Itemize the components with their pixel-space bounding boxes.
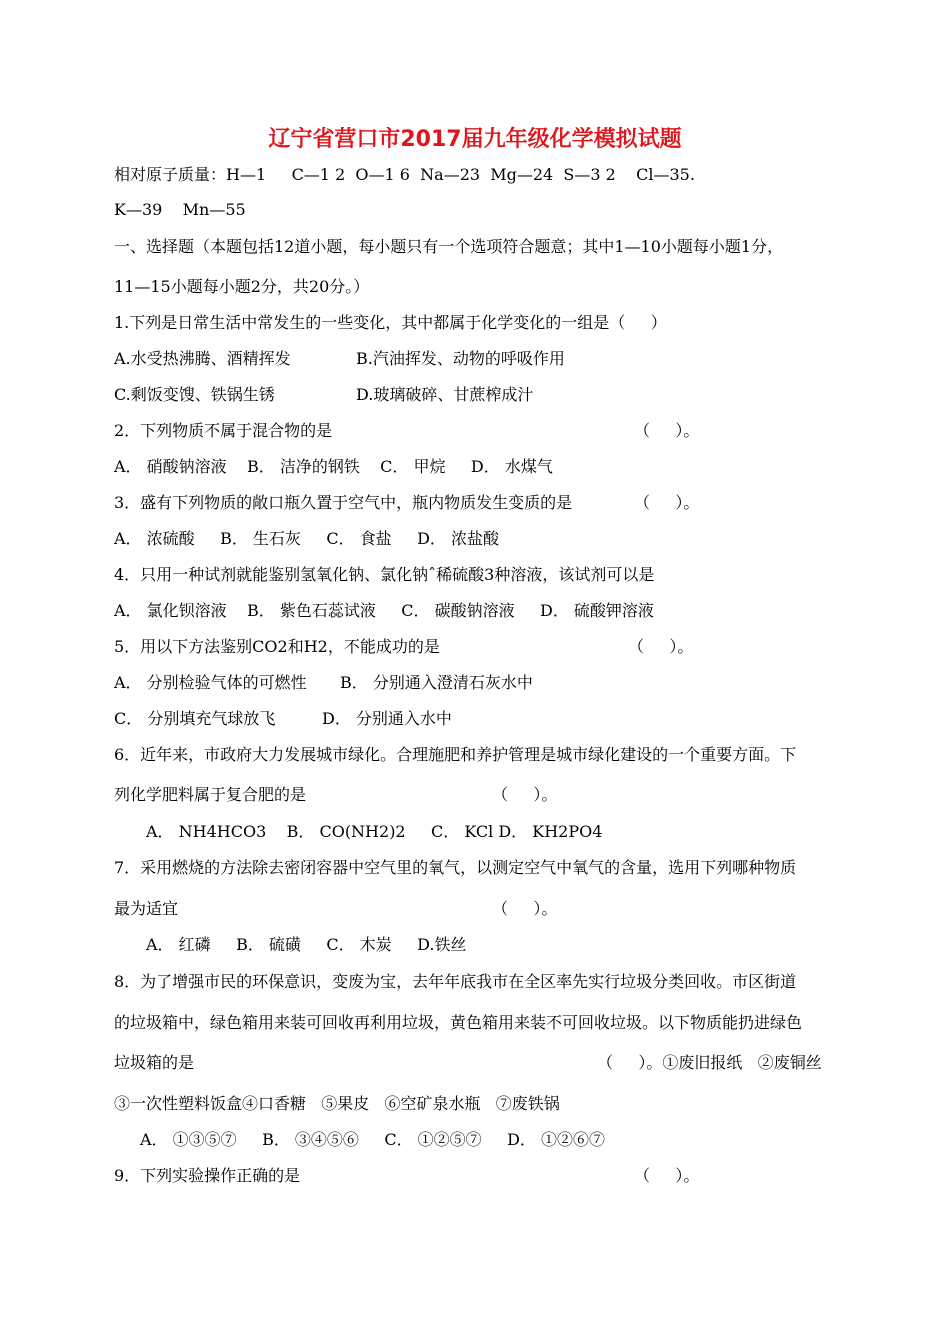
question-6-stem-2: 列化学肥料属于复合肥的是 <box>114 785 307 804</box>
question-2-answer-paren: （ ）。 <box>634 421 700 440</box>
atomic-mass-line-2: K—39 Mn—55 <box>114 200 246 219</box>
question-7-stem-1: 7．采用燃烧的方法除去密闭容器中空气里的氧气，以测定空气中氧气的含量，选用下列哪种物质 <box>114 858 797 877</box>
atomic-mass-line-1: 相对原子质量：H—1 C—1 2 O—1 6 Na—23 Mg—24 S—3 2 Cl—35. <box>114 165 695 184</box>
section-heading-line-2: 11—15小题每小题2分，共20分。） <box>114 277 370 296</box>
question-5-option-a: A． 分别检验气体的可燃性 <box>114 673 307 692</box>
question-3-stem: 3．盛有下列物质的敞口瓶久置于空气中，瓶内物质发生变质的是 <box>114 493 573 512</box>
question-9-stem: 9．下列实验操作正确的是 <box>114 1166 301 1185</box>
question-5-option-d: D． 分别通入水中 <box>322 709 452 728</box>
question-9-answer-paren: （ ）。 <box>634 1166 700 1185</box>
question-5-option-c: C． 分别填充气球放飞 <box>114 709 276 728</box>
question-4-stem: 4．只用一种试剂就能鉴别氢氧化钠、氯化钠ˆ稀硫酸3种溶液，该试剂可以是 <box>114 565 655 584</box>
question-6-options: A． NH4HCO3 B． CO(NH2)2 C． KCl D． KH2PO4 <box>146 822 603 841</box>
question-1-option-c: C.剩饭变馊、铁锅生锈 <box>114 385 275 404</box>
question-1-option-b: B.汽油挥发、动物的呼吸作用 <box>356 349 565 368</box>
question-5-answer-paren: （ ）。 <box>628 637 694 656</box>
question-8-stem-1: 8．为了增强市民的环保意识，变废为宝，去年年底我市在全区率先实行垃圾分类回收。市区街道 <box>114 972 797 991</box>
question-6-stem-1: 6．近年来，市政府大力发展城市绿化。合理施肥和养护管理是城市绿化建设的一个重要方面。下 <box>114 745 797 764</box>
question-2-options: A． 硝酸钠溶液 B． 洁净的钢铁 C． 甲烷 D． 水煤气 <box>114 457 553 476</box>
page-title: 辽宁省营口市2017届九年级化学模拟试题 <box>268 127 682 152</box>
question-5-stem: 5．用以下方法鉴别CO2和H2，不能成功的是 <box>114 637 440 656</box>
question-1-stem: 1.下列是日常生活中常发生的一些变化，其中都属于化学变化的一组是（ ） <box>114 313 667 332</box>
question-1-option-d: D.玻璃破碎、甘蔗榨成汁 <box>356 385 534 404</box>
question-7-answer-paren: （ ）。 <box>492 899 558 918</box>
question-7-options: A． 红磷 B． 硫磺 C． 木炭 D.铁丝 <box>146 935 467 954</box>
question-5-option-b: B． 分别通入澄清石灰水中 <box>340 673 533 692</box>
question-8-stem-4: ③一次性塑料饭盒④口香糖 ⑤果皮 ⑥空矿泉水瓶 ⑦废铁锅 <box>114 1094 560 1113</box>
question-1-option-a: A.水受热沸腾、酒精挥发 <box>114 349 291 368</box>
section-heading-line-1: 一、选择题（本题包括12道小题，每小题只有一个选项符合题意；其中1—10小题每小题1分， <box>114 237 784 256</box>
question-7-stem-2: 最为适宜 <box>114 899 179 918</box>
question-6-answer-paren: （ ）。 <box>492 785 558 804</box>
question-2-stem: 2．下列物质不属于混合物的是 <box>114 421 333 440</box>
question-8-answer-paren: （ ）。①废旧报纸 ②废铜丝 <box>597 1053 822 1072</box>
question-8-stem-2: 的垃圾箱中，绿色箱用来装可回收再利用垃圾，黄色箱用来装不可回收垃圾。以下物质能扔进绿色 <box>114 1013 803 1032</box>
question-8-stem-3: 垃圾箱的是 <box>114 1053 195 1072</box>
question-3-answer-paren: （ ）。 <box>634 493 700 512</box>
question-4-options: A． 氯化钡溶液 B． 紫色石蕊试液 C． 碳酸钠溶液 D． 硫酸钾溶液 <box>114 601 654 620</box>
question-8-options: A． ①③⑤⑦ B． ③④⑤⑥ C． ①②⑤⑦ D． ①②⑥⑦ <box>140 1130 606 1149</box>
question-3-options: A． 浓硫酸 B． 生石灰 C． 食盐 D． 浓盐酸 <box>114 529 500 548</box>
